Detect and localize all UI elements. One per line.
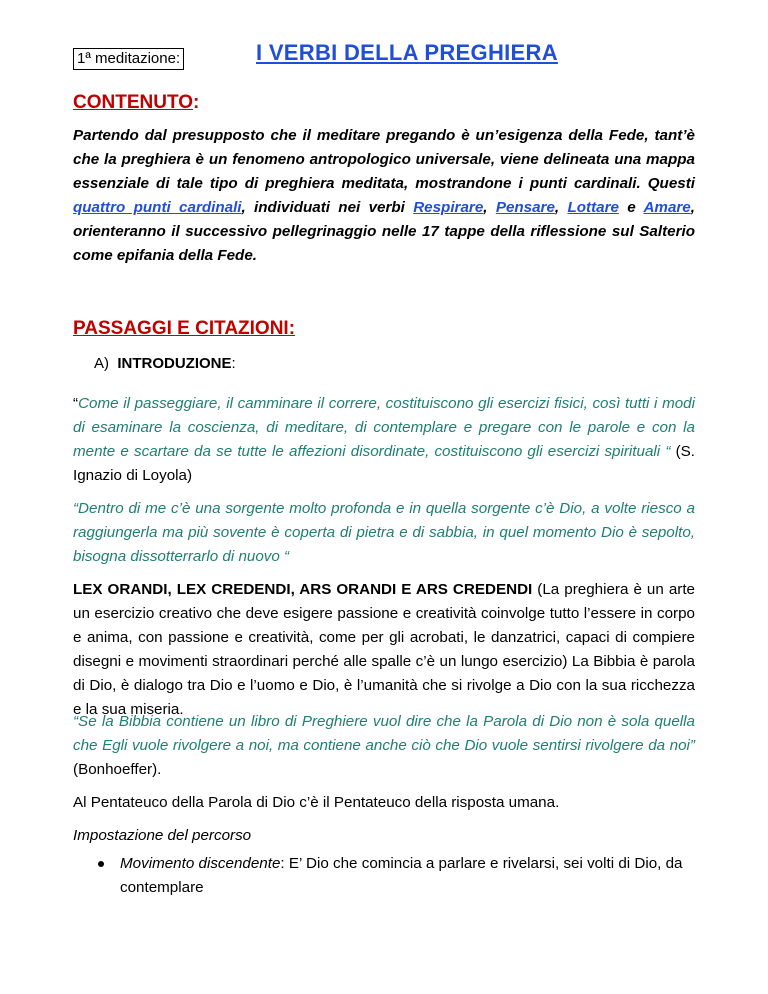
quote-sorgente: “Dentro di me c’è una sorgente molto profonda e in quella sorgente c’è Dio, a volte riesco a raggiungerla ma più sovente è coperta di pietra e di sabbia, in quel momento Dio è sepolto, bisogna dissotterrarlo di nuovo “ (73, 500, 695, 565)
summary-text-4: , (554, 199, 568, 216)
quote-ignazio-author: (S. Ignazio di Loyola) (73, 443, 695, 484)
link-pensare[interactable]: Pensare (495, 199, 555, 216)
summary-text-2: , individuati nei verbi (241, 199, 414, 216)
bullet-text (120, 852, 698, 900)
quote-bonhoeffer-open: ( (73, 761, 79, 778)
bullet-movimento-discendente (98, 852, 698, 900)
introduzione-prefix: A) (94, 355, 109, 372)
quote-bonhoeffer-close: ). (152, 761, 162, 778)
lex-orandi-text: (La preghiera è un arte un esercizio creativo che deve esigere passione e creatività coinvolge tutto l’essere in corpo e anima, con passione e creatività, come per gli acrobati, le danzatrici, capaci di compiere disegni e movimenti straordinari perché alle spalle c’è un lungo esercizio) La Bibbia è parola di Dio, è dialogo tra Dio e l’uomo e Dio, è l’umanità che si rivolge a Dio con la sua ricchezza e la sua miseria. (73, 581, 695, 718)
link-amare[interactable]: Amare (643, 199, 691, 216)
quote-ignazio-open: “ (73, 395, 79, 412)
introduzione-heading (94, 355, 236, 372)
contenuto-heading-colon: : (192, 92, 200, 113)
pentateuco-paragraph: Al Pentateuco della Parola di Dio c’è il Pentateuco della risposta umana. (73, 794, 560, 811)
summary-text-1: Partendo dal presupposto che il meditare pregando è un’esigenza della Fede, tant’è che la preghiera è un fenomeno antropologico universale, viene delineata una mappa essenziale di tale tipo di preghiera meditata, mostrandone i punti cardinali. Questi (73, 127, 695, 192)
page-title: I VERBI DELLA PREGHIERA (256, 40, 558, 65)
summary-text-5: e (618, 199, 644, 216)
contenuto-summary (73, 124, 695, 268)
introduzione-title: INTRODUZIONE (117, 355, 232, 372)
contenuto-heading (73, 92, 199, 114)
link-quattro-punti-cardinali[interactable]: quattro punti cardinali (73, 199, 242, 216)
bullet-body: : E’ Dio che comincia a parlare e rivelarsi, sei volti di Dio, da contemplare (120, 855, 683, 896)
quote-bonhoeffer (73, 710, 695, 782)
lex-orandi-paragraph (73, 578, 695, 722)
meditation-label: 1ª meditazione: (73, 48, 184, 70)
contenuto-heading-text: CONTENUTO (73, 92, 193, 113)
impostazione-heading: Impostazione del percorso (73, 827, 252, 844)
quote-bonhoeffer-author: Bonhoeffer (78, 761, 153, 778)
summary-text-6: , orienteranno il successivo pellegrinaggio nelle 17 tappe della riflessione sul Salterio come epifania della Fede. (73, 199, 695, 264)
introduzione-colon: : (231, 355, 236, 372)
link-lottare[interactable]: Lottare (567, 199, 619, 216)
quote-bonhoeffer-text: “Se la Bibbia contiene un libro di Preghiere vuol dire che la Parola di Dio non è sola quella che Egli vuole rivolgere a noi, ma contiene anche ciò che Dio vuole sentirsi rivolgere da noi” (73, 713, 695, 754)
bullet-label: Movimento discendente (120, 855, 281, 872)
quote-ignazio-text: Come il passeggiare, il camminare il correre, costituiscono gli esercizi fisici, così tutti i modi di esaminare la coscienza, di meditare, di contemplare e pregare con le parole e con la mente e scartare da se tutte le affezioni disordinate, costituiscono gli esercizi spirituali “ (73, 395, 695, 460)
bullet-dot-icon (98, 861, 104, 867)
passaggi-heading: PASSAGGI E CITAZIONI: (73, 318, 296, 339)
quote-ignazio (73, 392, 695, 488)
lex-orandi-title: LEX ORANDI, LEX CREDENDI, ARS ORANDI E ARS CREDENDI (73, 581, 533, 598)
summary-text-3: , (483, 199, 496, 216)
link-respirare[interactable]: Respirare (413, 199, 484, 216)
